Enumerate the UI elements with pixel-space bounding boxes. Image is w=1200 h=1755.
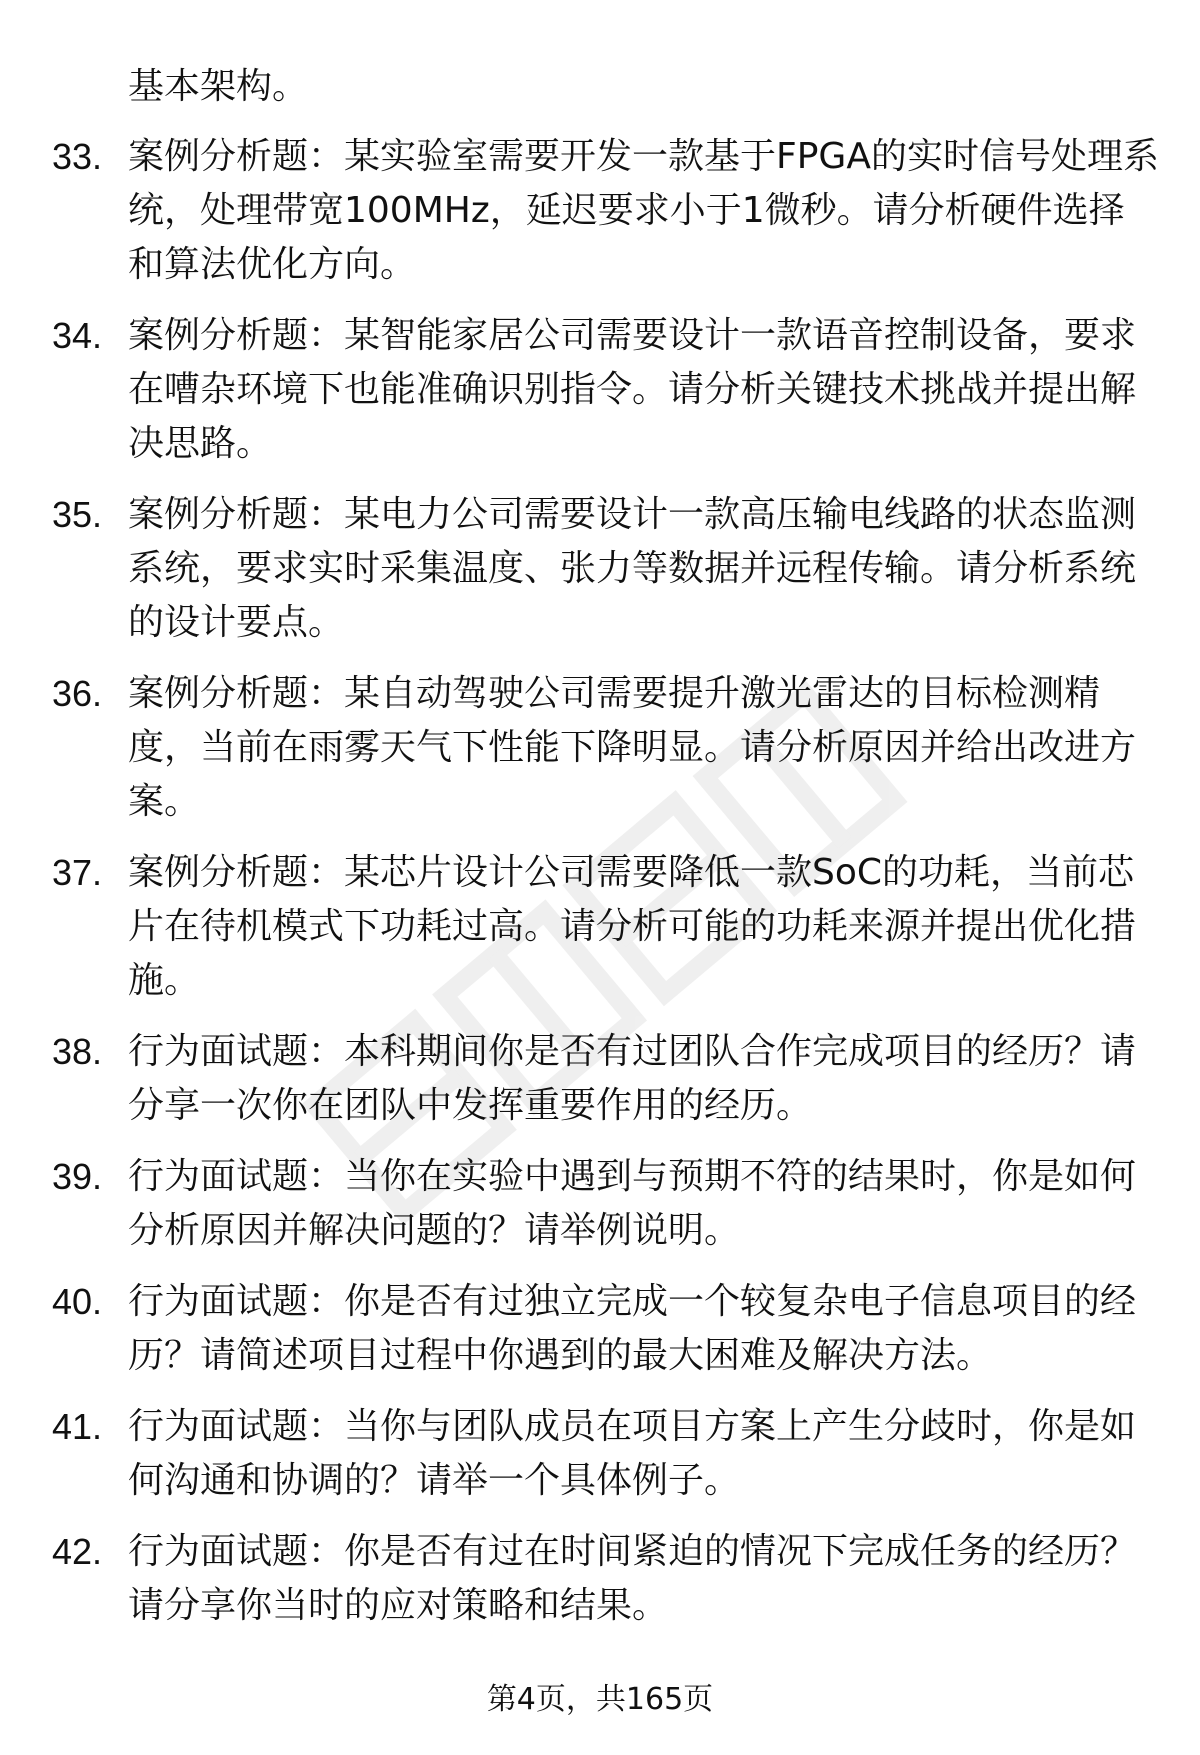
question-item-37	[0, 846, 1200, 1008]
question-item-40	[0, 1275, 1200, 1383]
question-number: 35.	[52, 494, 103, 535]
question-text: 行为面试题：当你与团队成员在项目方案上产生分歧时，你是如何沟通和协调的？请举一个具体例子。	[128, 1406, 1137, 1501]
question-item-35	[0, 488, 1200, 650]
question-item-38	[0, 1025, 1200, 1133]
question-number: 42.	[52, 1531, 103, 1572]
question-item-42	[0, 1525, 1200, 1633]
question-number: 37.	[52, 852, 103, 893]
question-text: 行为面试题：你是否有过独立完成一个较复杂电子信息项目的经历？请简述项目过程中你遇到的最大困难及解决方法。	[128, 1281, 1137, 1376]
question-number: 34.	[52, 315, 103, 356]
question-text: 案例分析题：某实验室需要开发一款基于FPGA的实时信号处理系统，处理带宽100MHz，延迟要求小于1微秒。请分析硬件选择和算法优化方向。	[128, 136, 1159, 285]
question-text: 行为面试题：本科期间你是否有过团队合作完成项目的经历？请分享一次你在团队中发挥重要作用的经历。	[128, 1031, 1137, 1126]
question-item-34	[0, 309, 1200, 471]
question-text: 行为面试题：你是否有过在时间紧迫的情况下完成任务的经历？请分享你当时的应对策略和结果。	[128, 1531, 1137, 1626]
question-item-36	[0, 667, 1200, 829]
question-text: 案例分析题：某自动驾驶公司需要提升激光雷达的目标检测精度，当前在雨雾天气下性能下降明显。请分析原因并给出改进方案。	[128, 673, 1137, 822]
question-number: 41.	[52, 1406, 103, 1447]
question-item-33	[0, 130, 1200, 292]
question-number: 39.	[52, 1156, 103, 1197]
question-number: 38.	[52, 1031, 103, 1072]
continuation-text: 基本架构。	[128, 66, 309, 107]
question-text: 行为面试题：当你在实验中遇到与预期不符的结果时，你是如何分析原因并解决问题的？请举例说明。	[128, 1156, 1137, 1251]
page-footer: 第4页，共165页	[486, 1682, 714, 1717]
question-number: 40.	[52, 1281, 103, 1322]
question-item-39	[0, 1150, 1200, 1258]
question-text: 案例分析题：某电力公司需要设计一款高压输电线路的状态监测系统，要求实时采集温度、张力等数据并远程传输。请分析系统的设计要点。	[128, 494, 1137, 643]
question-list	[0, 130, 1200, 1650]
question-text: 案例分析题：某智能家居公司需要设计一款语音控制设备，要求在嘈杂环境下也能准确识别指令。请分析关键技术挑战并提出解决思路。	[128, 315, 1137, 464]
question-number: 36.	[52, 673, 103, 714]
question-item-41	[0, 1400, 1200, 1508]
question-number: 33.	[52, 136, 103, 177]
question-text: 案例分析题：某芯片设计公司需要降低一款SoC的功耗，当前芯片在待机模式下功耗过高。请分析可能的功耗来源并提出优化措施。	[128, 852, 1137, 1001]
